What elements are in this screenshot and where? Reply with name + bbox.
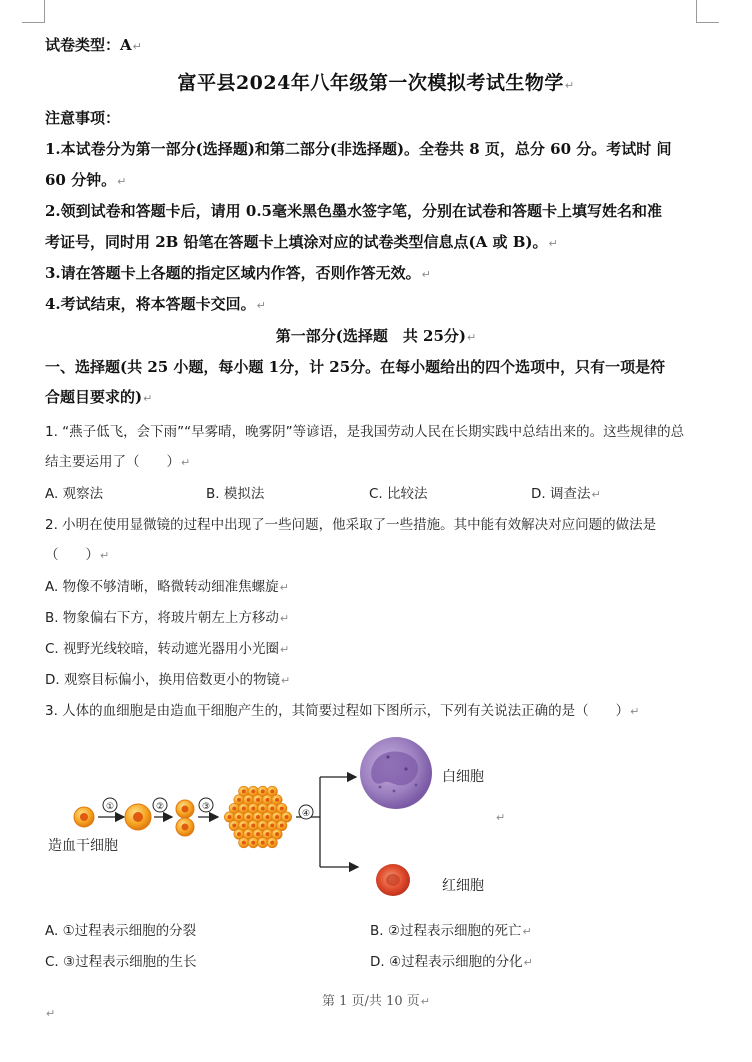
cluster-cell-nucleus [280,806,284,810]
cluster-cell-nucleus [270,841,274,845]
notice-item: 1.本试卷分为第一部分(选择题)和第二部分(非选择题)。全卷共 8 页，总分 60 分。考试时 间 [45,140,672,158]
question-stem-text: 3. 人体的血细胞是由造血干细胞产生的，其简要过程如下图所示，下列有关说法正确的是（ ） [45,703,630,719]
cluster-cell-nucleus [242,824,246,828]
answer-option [531,482,601,502]
cluster-cell-nucleus [256,798,260,802]
white-blood-cell-label: 白细胞 [442,769,484,785]
answer-option: C. 比较法 [369,486,428,502]
paragraph-mark-icon: ↵ [280,643,290,656]
paragraph-mark-icon: ↵ [467,331,477,344]
paragraph-mark-icon: ↵ [181,456,191,469]
paragraph-mark-icon: ↵ [279,581,289,594]
answer-option [45,637,289,657]
notice-item-text: 60 分钟。 [45,171,117,189]
cluster-cell-nucleus [251,841,255,845]
notice-item [45,293,266,314]
answer-option-text: C. 视野光线较暗，转动遮光器用小光圈 [45,641,280,657]
answer-option [45,668,290,688]
page-corner-mark [22,0,45,23]
cluster-cell-nucleus [266,798,270,802]
answer-option: B. 模拟法 [206,486,265,502]
exam-title-text: 富平县2024年八年级第一次模拟考试生物学 [177,72,564,94]
part1-heading [0,325,752,346]
answer-option-text: B. 物象偏右下方，将玻片朝左上方移动 [45,610,279,626]
question-stem: 1. “燕子低飞，会下雨”“早雾晴，晚雾阴”等谚语，是我国劳动人民在长期实践中总结出来的。这些规律的总 [45,424,685,440]
cluster-cell-nucleus [275,798,279,802]
divided-cells-icon [176,800,194,836]
blood-cell-figure [44,725,544,905]
cluster-cell-nucleus [251,824,255,828]
answer-option [45,575,289,595]
cluster-cell-nucleus [261,789,265,793]
cluster-cell-nucleus [247,815,251,819]
answer-option-text: B. ②过程表示细胞的死亡 [370,923,522,939]
trailing-paragraph-mark [45,1005,55,1021]
notice-item: 2.领到试卷和答题卡后，请用 0.5毫米黑色墨水签字笔，分别在试卷和答题卡上填写姓名和准 [45,202,662,220]
exam-title [0,68,752,95]
question-stem [45,450,190,470]
paragraph-mark-icon: ↵ [548,237,558,250]
cluster-cell-nucleus [251,806,255,810]
page-footer [0,990,752,1009]
answer-option-text: D. 观察目标偏小，换用倍数更小的物镜 [45,672,280,688]
cluster-cell-nucleus [270,806,274,810]
paragraph-mark-icon: ↵ [117,175,127,188]
cluster-cell-nucleus [242,789,246,793]
cluster-cell-nucleus [285,815,289,819]
paragraph-mark-icon: ↵ [256,299,266,312]
cluster-cell-nucleus [275,832,279,836]
step-label: ② [155,802,165,812]
paragraph-mark-icon: ↵ [279,612,290,625]
cluster-cell-nucleus [237,815,241,819]
cluster-cell-nucleus [256,815,260,819]
notice-heading: 注意事项： [45,109,121,127]
cluster-cell-nucleus [247,832,251,836]
paragraph-mark-icon: ↵ [280,674,291,687]
section-instruction: 一、选择题(共 25 小题，每小题 1分，计 25分。在每小题给出的四个选项中，只有一项是符 [45,358,666,376]
paragraph-mark-icon: ↵ [522,925,532,938]
part1-heading-text: 第一部分(选择题 共 25分) [275,327,467,345]
notice-item [45,231,558,252]
paragraph-mark-icon: ↵ [523,956,533,969]
paper-type-line [45,34,142,55]
section-instruction-text: 合题目要求的) [45,388,143,406]
notice-item-text: 3.请在答题卡上各题的指定区域内作答，否则作答无效。 [45,264,421,282]
cluster-cell-nucleus [270,789,274,793]
cluster-cell-nucleus [261,806,265,810]
paragraph-mark-icon: ↵ [421,268,431,281]
notice-item-text: 考证号，同时用 2B 铅笔在答题卡上填涂对应的试卷类型信息点(A 或 B)。 [45,233,548,251]
page-corner-mark [696,0,719,23]
stem-cell-label: 造血干细胞 [48,838,118,854]
red-blood-cell-label: 红细胞 [442,878,484,894]
cluster-cell-nucleus [270,824,274,828]
paragraph-mark-icon: ↵ [591,488,601,501]
answer-option-text: D. 调查法 [531,486,591,502]
cluster-cell-nucleus [280,824,284,828]
cluster-cell-nucleus [242,841,246,845]
answer-option [45,606,289,626]
answer-option [370,919,532,939]
paragraph-mark-icon: ↵ [46,1007,56,1020]
cluster-cell-nucleus [237,798,241,802]
cluster-cell-nucleus [261,841,265,845]
cluster-cell-nucleus [275,815,279,819]
cluster-cell-nucleus [247,798,251,802]
page-number: 第 1 页/共 10 页 [322,994,420,1009]
notice-item [45,262,431,283]
answer-option: A. ①过程表示细胞的分裂 [45,923,197,939]
paragraph-mark-icon: ↵ [132,40,142,53]
paragraph-mark-text: ↵ [496,811,506,824]
step-label: ③ [201,802,211,812]
stem-cell-icon [74,807,94,827]
notice-item-text: 4.考试结束，将本答题卡交回。 [45,295,256,313]
cluster-cell-nucleus [232,806,236,810]
answer-option: A. 观察法 [45,486,104,502]
cluster-cell-nucleus [251,789,255,793]
cluster-cell-nucleus [228,815,232,819]
paragraph-mark-icon: ↵ [564,79,575,92]
paper-type: 试卷类型：A [45,36,132,54]
question-stem-text: 结主要运用了（ ） [45,454,180,470]
notice-item [45,169,126,190]
question-stem [45,699,639,719]
paragraph-mark-icon: ↵ [420,995,430,1008]
answer-option [370,950,533,970]
paragraph-mark-icon: ↵ [143,392,153,405]
cluster-cell-nucleus [237,832,241,836]
grown-cell-icon [125,804,151,830]
answer-option-text: D. ④过程表示细胞的分化 [370,954,523,970]
cluster-cell-nucleus [242,806,246,810]
cluster-cell-nucleus [232,824,236,828]
cluster-cell-nucleus [266,832,270,836]
paragraph-mark-icon: ↵ [630,705,640,718]
question-stem-text: （ ） [45,547,99,563]
question-stem: 2. 小明在使用显微镜的过程中出现了一些问题，他采取了一些措施。其中能有效解决对应问题的做法是 [45,517,657,533]
answer-option-text: A. 物像不够清晰，略微转动细准焦螺旋 [45,579,279,595]
cluster-cell-nucleus [256,832,260,836]
step-label: ① [105,802,115,812]
paragraph-mark-icon [495,809,505,825]
section-instruction [45,386,152,407]
question-stem [45,543,109,563]
cluster-cell-nucleus [261,824,265,828]
step-label: ④ [301,809,311,819]
answer-option: C. ③过程表示细胞的生长 [45,954,197,970]
cluster-cell-nucleus [266,815,270,819]
white-blood-cell-icon [360,737,432,809]
process-arrow-4 [296,777,358,867]
red-blood-cell-icon [376,864,410,896]
paragraph-mark-icon: ↵ [100,549,110,562]
cell-cluster-icon [224,786,291,848]
